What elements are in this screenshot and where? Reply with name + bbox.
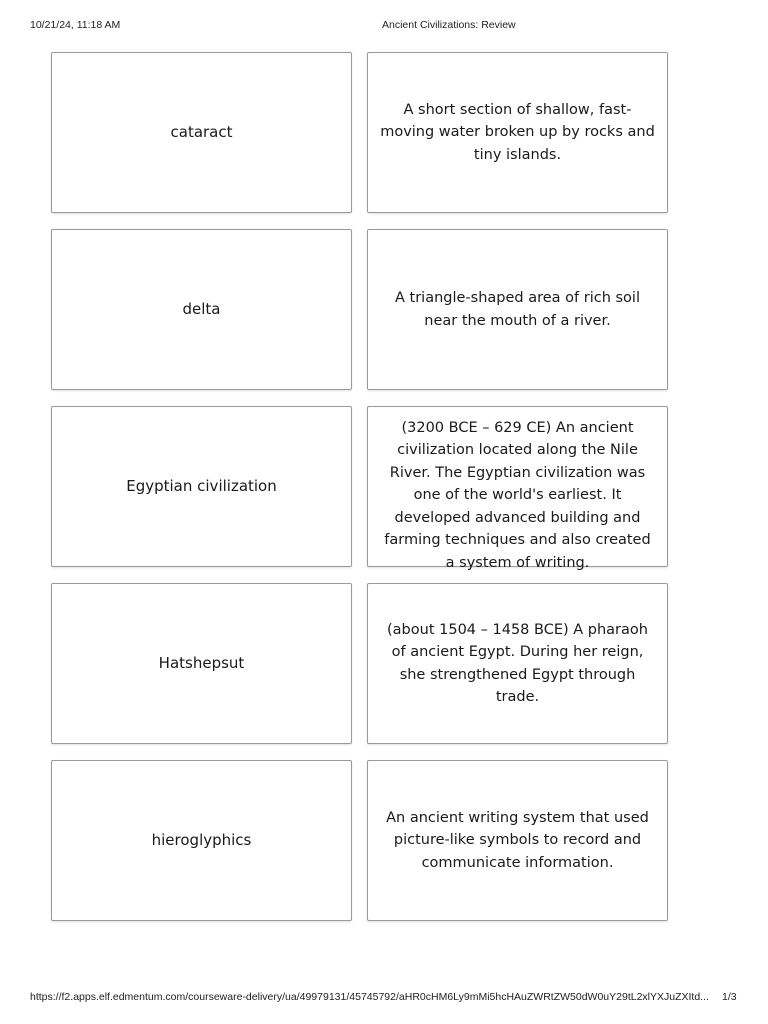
term-text: cataract <box>170 123 233 142</box>
term-card[interactable] <box>51 229 352 390</box>
term-text: delta <box>182 300 221 319</box>
page-url: https://f2.apps.elf.edmentum.com/courseware-delivery/ua/49979131/45745792/aHR0cHM6Ly9mMi5hcHAuZWRtZW50dW0uY29tL2xlYXJuZXItd... <box>30 991 709 1003</box>
flashcard-grid <box>51 52 669 937</box>
term-card[interactable] <box>51 52 352 213</box>
flashcard-row <box>51 583 669 744</box>
definition-text: An ancient writing system that used picture-like symbols to record and communicate information. <box>386 809 649 871</box>
page-title: Ancient Civilizations: Review <box>382 19 516 31</box>
definition-text: (about 1504 – 1458 BCE) A pharaoh of ancient Egypt. During her reign, she strengthened Egypt through trade. <box>387 621 648 705</box>
definition-text: A triangle-shaped area of rich soil near the mouth of a river. <box>394 290 640 329</box>
definition-text: A short section of shallow, fast-moving water broken up by rocks and tiny islands. <box>380 101 655 163</box>
definition-card[interactable] <box>367 583 668 744</box>
flashcard-row <box>51 52 669 213</box>
print-datetime: 10/21/24, 11:18 AM <box>30 19 121 31</box>
definition-card[interactable] <box>367 52 668 213</box>
page-number: 1/3 <box>722 991 737 1003</box>
flashcard-row <box>51 229 669 390</box>
print-header <box>0 19 768 33</box>
flashcard-row <box>51 760 669 921</box>
definition-card[interactable] <box>367 229 668 390</box>
definition-card[interactable] <box>367 760 668 921</box>
definition-text: (3200 BCE – 629 CE) An ancient civilization located along the Nile River. The Egyptian civilization was one of the world's earliest. It developed advanced building and farming techniques and also created a system of writing. <box>384 420 651 571</box>
flashcard-row <box>51 406 669 571</box>
term-card[interactable] <box>51 760 352 921</box>
definition-card[interactable] <box>367 406 668 571</box>
term-card[interactable] <box>51 406 352 567</box>
term-text: Egyptian civilization <box>126 477 277 496</box>
term-card[interactable] <box>51 583 352 744</box>
term-text: Hatshepsut <box>158 654 245 673</box>
term-text: hieroglyphics <box>151 831 252 850</box>
print-footer <box>0 991 768 1005</box>
